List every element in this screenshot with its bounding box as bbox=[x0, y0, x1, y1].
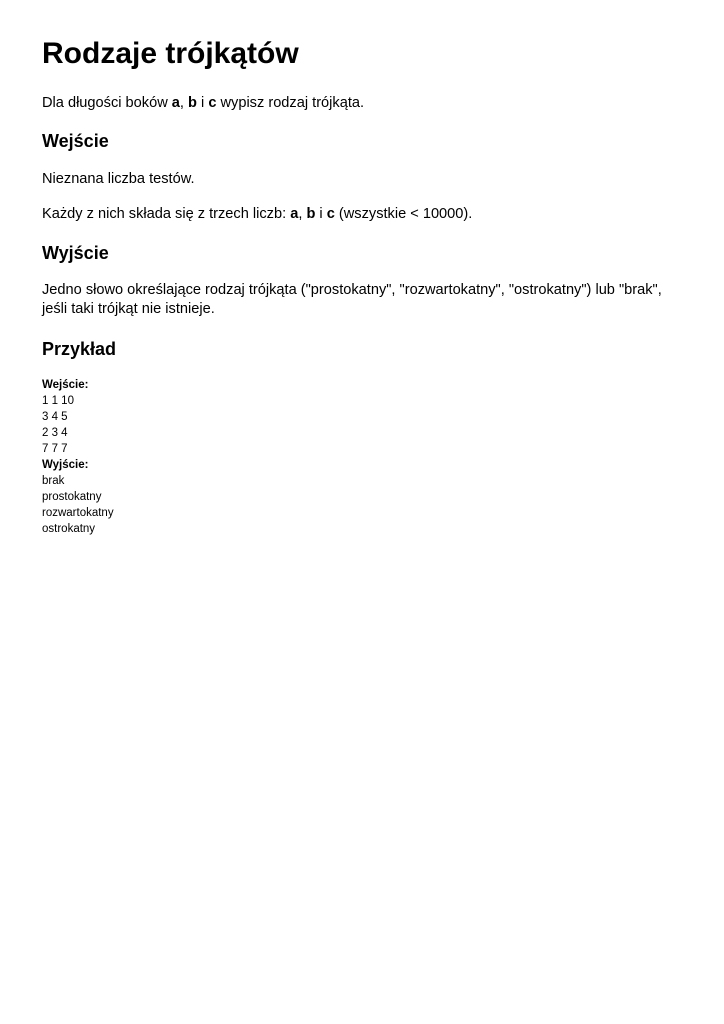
example-input-line: 1 1 10 bbox=[42, 395, 74, 407]
example-input-line: 3 4 5 bbox=[42, 411, 68, 423]
input-format-before: Każdy z nich składa się z trzech liczb: bbox=[42, 206, 291, 222]
example-output-line: rozwartokatny bbox=[42, 507, 114, 519]
intro-sep-2: i bbox=[196, 95, 209, 111]
intro-text-after: wypisz rodzaj trójkąta. bbox=[216, 95, 365, 111]
example-input-label: Wejście: bbox=[42, 379, 89, 391]
input-format bbox=[42, 205, 472, 224]
example-input-line: 7 7 7 bbox=[42, 443, 68, 455]
example-input-line: 2 3 4 bbox=[42, 427, 68, 439]
var-b: b bbox=[188, 95, 197, 111]
var-b: b bbox=[306, 206, 316, 222]
output-heading: Wyjście bbox=[42, 243, 109, 263]
example-block bbox=[42, 377, 114, 537]
var-a: a bbox=[171, 95, 180, 111]
input-heading: Wejście bbox=[42, 131, 109, 151]
intro-text-before: Dla długości boków bbox=[42, 95, 172, 111]
var-a: a bbox=[290, 206, 299, 222]
intro-paragraph bbox=[42, 94, 364, 113]
input-format-sep-1: , bbox=[298, 206, 307, 222]
var-c: c bbox=[208, 95, 217, 111]
input-format-after: (wszystkie < 10000). bbox=[334, 206, 473, 222]
page-title: Rodzaje trójkątów bbox=[42, 37, 299, 70]
input-format-sep-2: i bbox=[315, 206, 327, 222]
input-description: Nieznana liczba testów. bbox=[42, 171, 195, 187]
example-output-line: prostokatny bbox=[42, 491, 102, 503]
var-c: c bbox=[326, 206, 335, 222]
intro-sep-1: , bbox=[179, 95, 189, 111]
example-output-line: brak bbox=[42, 475, 65, 487]
example-output-line: ostrokatny bbox=[42, 523, 96, 535]
output-description: Jedno słowo określające rodzaj trójkąta ("prostokatny", "rozwartokatny", "ostrokatny") lub "brak", jeśli taki trójkąt nie istnieje. bbox=[42, 282, 662, 317]
example-output-label: Wyjście: bbox=[42, 459, 89, 471]
example-heading: Przykład bbox=[42, 339, 117, 359]
